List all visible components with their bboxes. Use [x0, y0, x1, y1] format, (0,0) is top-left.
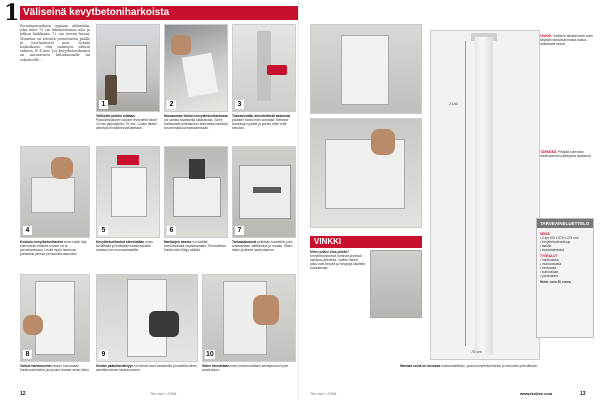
- callout-mid-title: TÄRKEÄÄ:: [540, 150, 558, 154]
- photo-3-caption-text: jokaisen harkkorivin kohdalla. Merkitse tartuntojen paikat ja porata rekle reiät seinään.: [232, 118, 289, 131]
- callout-top: [540, 34, 596, 114]
- right-photo-top: [310, 24, 422, 114]
- photo-10-caption-text: koko kuvioturvallisen seinäpinnan hyvin suorituksen.: [202, 364, 289, 373]
- photo-5-caption: [96, 240, 160, 270]
- photo-1-caption-text: Paaruvittaukseen aukion leveydeltä toiset 10 mm järjestyksen 75 mm. Loukin laidan alimmat pinnoitteet tarkistetaan.: [96, 118, 157, 131]
- callout-mid-text: Pitäkää tukevana harkkoseinän päätepinta tasaisesti.: [540, 150, 592, 159]
- tools-item: • kumivasara: [540, 270, 559, 274]
- height-dimension-label: 2140: [449, 101, 458, 106]
- chapter-number: 1: [4, 0, 20, 26]
- right-photo-mid: [310, 118, 422, 228]
- materials-item: • kevytbetoniharkkoja: [540, 240, 571, 244]
- photo-10-caption: [202, 364, 296, 392]
- materials-item: • 5 kpl 100 x 575 x 275 mm: [540, 236, 579, 240]
- photo-8-caption-title: Valmis harkkoseinä: [20, 364, 51, 368]
- photo-7-number: 7: [235, 226, 244, 235]
- callout-top-title: VINKKI:: [540, 34, 553, 38]
- photo-4-caption-title: Koukutu kevytbetoniharkot: [20, 240, 63, 244]
- materials-list-title: TARVEAINELUETTELO: [537, 219, 593, 228]
- photo-1-caption: [96, 114, 160, 142]
- tools-item: • muurauslasta: [540, 262, 562, 266]
- photo-10-caption-title: Sitten tasoitetaan: [202, 364, 230, 368]
- article-title: Väliseinä kevytbetoniharkoista: [23, 7, 170, 18]
- photo-2-caption-text: voi sahata tavallisella käsisahalla. Sorra lavittamalla eräkaartoon kannattaa harkkoja kovammalla kampaviiamikaali.: [164, 118, 228, 131]
- photo-4-caption-text: ensin laatin läpi, etta harkko imaisee inosen ha ta peruskanavaan. Levitä hyvin harkkoon puhtaaksi yllessa peruskokonaisuuden.: [20, 240, 88, 257]
- wall-illustration: [430, 30, 540, 360]
- callout-top-text: Kaikkein aikaisemmin tulee käyttää harkkoisimmasta laatua - luotettavat seinät.: [540, 34, 593, 47]
- tools-item: • poravasara: [540, 274, 558, 278]
- tip-box: [310, 236, 422, 320]
- photo-5-caption-text: ensin kivilattialla ja levitetään laastinauhalla mukaan kivi muurauslaastilla.: [96, 240, 153, 253]
- photo-10: [202, 274, 296, 362]
- big-caption-title: Harmaa seinä on kuvassa: [400, 364, 441, 368]
- materials-item: • laastia: [540, 244, 552, 248]
- photo-8-caption-text: toiseen kuivumaan harkkovaihtoehto ja lopuksi hiotaan aivan kiinni.: [20, 364, 90, 373]
- photo-2-number: 2: [167, 100, 176, 109]
- photo-6-caption-text: voi säätää kumivasaralla napauttamalla. Tiremmilleen harkkoriviin liittyy säätää.: [164, 240, 227, 253]
- photo-7-caption: [232, 240, 296, 270]
- photo-7-caption-text: pelletään kaarteilla, joka tarkastetaan välittömästi ja noraan. Sitten laske yhdessä harkkoharkon.: [232, 240, 293, 253]
- tip-box-title: VINKKI: [310, 236, 422, 248]
- title-bar: [20, 6, 298, 20]
- tools-item: • harkkosaha: [540, 258, 559, 262]
- photo-5-number: 5: [99, 226, 108, 235]
- photo-2-caption: [164, 114, 228, 142]
- photo-8-number: 8: [23, 350, 32, 359]
- photo-10-number: 10: [206, 351, 214, 358]
- right-page-number: 13: [580, 391, 586, 397]
- photo-6-caption-title: Harkkojen asento: [164, 240, 192, 244]
- photo-6-number: 6: [167, 226, 176, 235]
- photo-7-caption-title: Tarkastakunnat: [232, 240, 257, 244]
- tools-item: • vesivaaka: [540, 266, 557, 270]
- photo-6: [164, 146, 228, 238]
- materials-section-tools: TYÖKALUT: [540, 254, 558, 258]
- tip-box-photo: [370, 250, 422, 318]
- materials-item: • tartuntateräksiä: [540, 248, 564, 252]
- photo-5-caption-title: Kevytbetoniharkot kiinnitetään: [96, 240, 145, 244]
- right-folio: Tee itse • 2008: [310, 391, 337, 396]
- left-page-number: 12: [20, 391, 26, 397]
- photo-4-caption: [20, 240, 90, 270]
- website-url: www.teeitse.com: [520, 391, 553, 396]
- photo-1-number: 1: [99, 100, 108, 109]
- photo-9: [96, 274, 198, 362]
- materials-list-box: [536, 218, 594, 338]
- photo-3-caption: [232, 114, 296, 142]
- photo-6-caption: [164, 240, 228, 270]
- photo-3-caption-title: Tukeaseinään kiinnitettävät tartunnat: [232, 114, 291, 118]
- height-dimension-line: [465, 41, 466, 346]
- photo-7: [232, 146, 296, 238]
- callout-mid: [540, 150, 596, 200]
- materials-price: Hinta: noin 50 euroa.: [540, 280, 572, 284]
- photo-4-number: 4: [23, 226, 32, 235]
- photo-8: [20, 274, 90, 362]
- photo-9-caption: [96, 364, 198, 392]
- photo-3-number: 3: [235, 100, 244, 109]
- photo-2: [164, 24, 228, 112]
- intro-text: Perusmuurauksen oppiaan väliseinän, joka tulee 75 cm tukemattoman ulos ja jatkuu kaikkiaan 72 cm torvaa kiinni. Muuraus on tehtävä perustusten päälle ja vesi-kaatuvat pois. Seinää laskeaksesi, että saumojen välissä vähiten 10-4 mm. Jos kevytbetoniharkot on muurattava lattiamassalle tai sekunteille...: [20, 24, 90, 62]
- wall-shape: [475, 37, 493, 355]
- photo-2-caption-title: Muurauman tehdon kevytbetoniharkosta: [164, 114, 228, 118]
- width-dimension-label: 75 cm: [471, 349, 482, 354]
- tip-box-text: Kevytbetoniharkot toimivat yhdessä kaikissa paikoissa. Valitse harkot, jotka ovat kevyitä ja helppoja käsitellä muuratessa.: [310, 254, 365, 271]
- photo-8-caption: [20, 364, 90, 392]
- photo-9-caption-text: voi tehdä osan kaakeleilla ja laastilla siihen seinäkerroksen rakennukseen.: [96, 364, 197, 373]
- photo-9-caption-title: Seinän päätekäsittelyyn: [96, 364, 134, 368]
- tip-box-subtitle: Miten pitäisi tilaa pitkää?: [310, 250, 350, 254]
- photo-1-caption-title: Välikoimi puikko mittaan.: [96, 114, 136, 118]
- photo-1: [96, 24, 160, 112]
- photo-9-number: 9: [99, 350, 108, 359]
- photo-3: [232, 24, 296, 112]
- big-caption-text: harkkokäsittelyn, jossa kevytbetoniharkot ja muurattu yhtenäisesti.: [441, 364, 538, 368]
- photo-4: [20, 146, 90, 238]
- left-folio: Tee itse • 2008: [150, 391, 177, 396]
- tip-box-body: [310, 248, 366, 272]
- photo-5: [96, 146, 160, 238]
- materials-section-wall: SEINÄ: [540, 232, 550, 236]
- big-illustration-caption: [400, 364, 590, 390]
